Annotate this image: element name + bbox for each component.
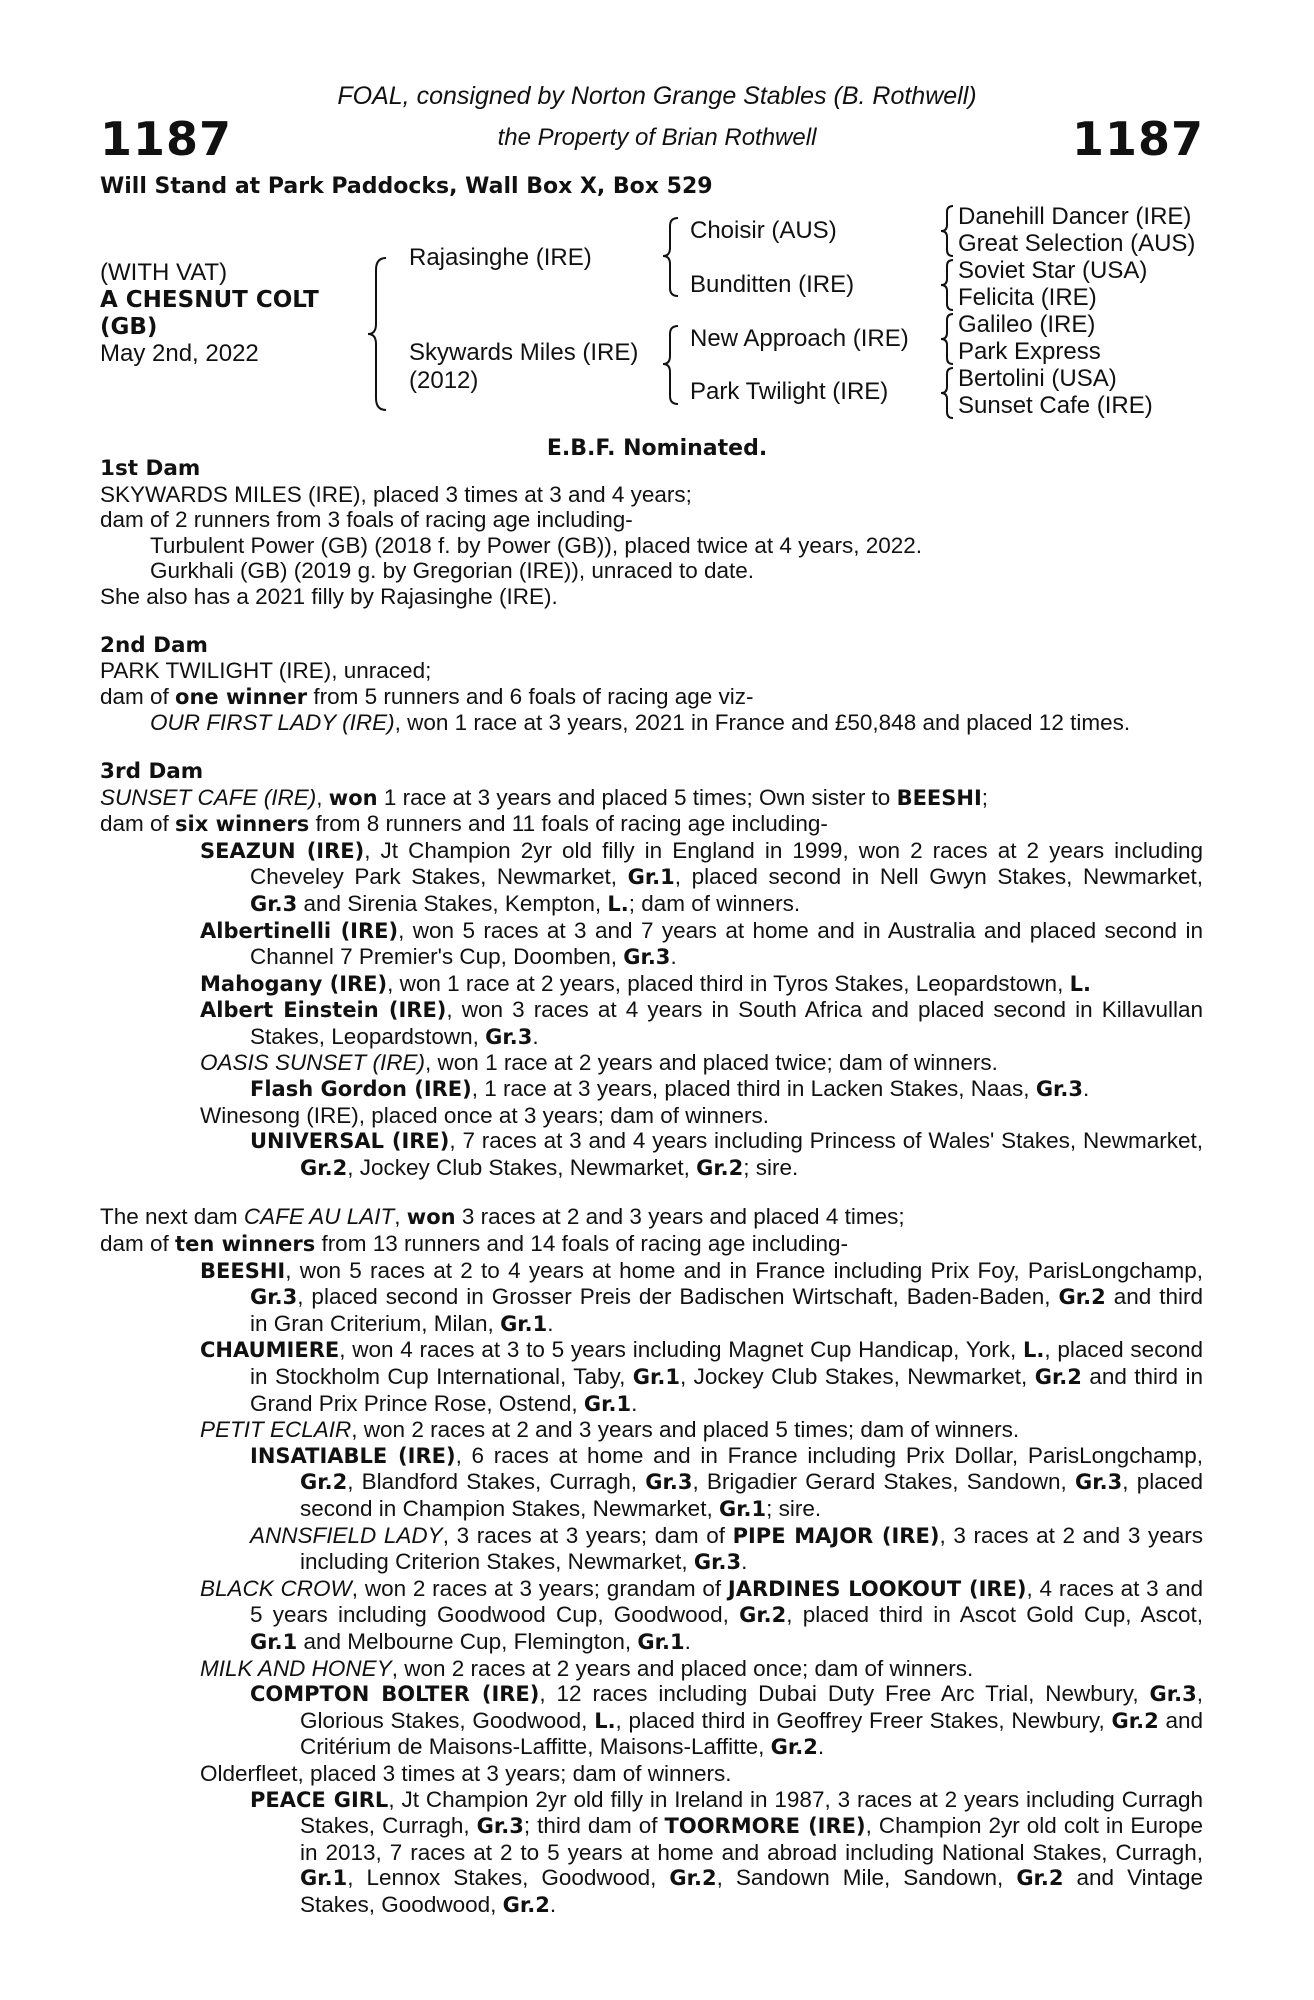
pedigree-bracket-ggp2 [942,258,956,312]
produce-entry: CHAUMIERE, won 4 races at 3 to 5 years including Magnet Cup Handicap, York, L., placed second in Stockholm Cup International, Taby, Gr.1, Jockey Club Stakes, Newmarket, Gr.2 and third in Grand Prix Prince Rose, Ostend, Gr.1. [200,1337,1204,1416]
produce-entry: COMPTON BOLTER (IRE), 12 races including Dubai Duty Free Arc Trial, Newbury, Gr.3, Glorious Stakes, Goodwood, L., placed third in Geoffrey Freer Stakes, Newbury, Gr.2 and Critérium de Maisons-Laffitte, Maisons-Laffitte, Gr.2. [250,1681,1204,1760]
produce-entry: UNIVERSAL (IRE), 7 races at 3 and 4 years including Princess of Wales' Stakes, Newmarket, Gr.2, Jockey Club Stakes, Newmarket, Gr.2; sire. [250,1128,1203,1180]
pedigree-ggp-5: Galileo (IRE) [958,311,1096,338]
produce-record [100,456,1203,1918]
pedigree-sire-sire: Choisir (AUS) [690,217,837,244]
pedigree-dam-dam: Park Twilight (IRE) [690,378,889,405]
pedigree-bracket-main [372,256,392,412]
first-dam-line: dam of 2 runners from 3 foals of racing age including- [100,507,633,533]
second-dam-heading: 2nd Dam [100,632,208,658]
third-dam-line: dam of six winners from 8 runners and 11 foals of racing age including- [100,811,828,837]
produce-entry: Albertinelli (IRE), won 5 races at 3 and 7 years at home and in Australia and placed second in Channel 7 Premier's Cup, Doomben, Gr.3. [200,917,1203,970]
first-dam-produce: Turbulent Power (GB) (2018 f. by Power (GB)), placed twice at 4 years, 2022. [150,532,922,558]
pedigree-sire: Rajasinghe (IRE) [409,244,592,271]
produce-entry: PEACE GIRL, Jt Champion 2yr old filly in Ireland in 1987, 3 races at 2 years including Curragh Stakes, Curragh, Gr.3; third dam of TOORMORE (IRE), Champion 2yr old colt in Europe in 2013, 7 races at 2 to 5 years at home and abroad including National Stakes, Curragh, Gr.1, Lennox Stakes, Goodwood, Gr.2, Sandown Mile, Sandown, Gr.2 and Vintage Stakes, Goodwood, Gr.2. [250,1786,1203,1917]
pedigree-bracket-ggp3 [942,312,956,366]
pedigree-bracket-ggp4 [942,366,956,420]
pedigree-ggp-8: Sunset Cafe (IRE) [958,392,1153,419]
produce-entry: MILK AND HONEY, won 2 races at 2 years and placed once; dam of winners. [200,1655,974,1681]
next-dam-line: dam of ten winners from 13 runners and 14 foals of racing age including- [100,1231,849,1257]
lot-title: A CHESNUT COLT [100,287,319,313]
produce-entry: ANNSFIELD LADY, 3 races at 3 years; dam of PIPE MAJOR (IRE), 3 races at 2 and 3 years including Criterion Stakes, Newmarket, Gr.3. [250,1522,1203,1575]
pedigree-ggp-1: Danehill Dancer (IRE) [958,203,1192,230]
produce-entry: PETIT ECLAIR, won 2 races at 2 and 3 years and placed 5 times; dam of winners. [200,1417,1020,1443]
pedigree-bracket-ggp1 [942,204,956,258]
pedigree-sire-dam: Bunditten (IRE) [690,271,855,298]
consignment-line: FOAL, consigned by Norton Grange Stables (B. Rothwell) [337,82,977,110]
pedigree-ggp-3: Soviet Star (USA) [958,257,1148,284]
property-line: the Property of Brian Rothwell [497,124,817,151]
pedigree-ggp-2: Great Selection (AUS) [958,230,1196,257]
first-dam-heading: 1st Dam [100,456,201,481]
produce-entry: Albert Einstein (IRE), won 3 races at 4 years in South Africa and placed second in Killavullan Stakes, Leopardstown, Gr.3. [200,997,1203,1049]
pedigree-dam-year: (2012) [409,367,479,394]
foaling-date: May 2nd, 2022 [100,340,259,367]
ebf-nomination: E.B.F. Nominated. [546,436,768,461]
second-dam-line: PARK TWILIGHT (IRE), unraced; [100,658,432,684]
next-dam-line: The next dam CAFE AU LAIT, won 3 races at 2 and 3 years and placed 4 times; [100,1204,905,1230]
third-dam-line: SUNSET CAFE (IRE), won 1 race at 3 years and placed 5 times; Own sister to BEESHI; [100,784,989,810]
produce-entry: BEESHI, won 5 races at 2 to 4 years at home and in France including Prix Foy, ParisLongchamp, Gr.3, placed second in Grosser Preis der Badischen Wirtschaft, Baden-Baden, Gr.2 and third in Gran Criterium, Milan, Gr.1. [200,1257,1203,1336]
lot-title-sex: (GB) [100,314,158,340]
pedigree-dam: Skywards Miles (IRE) [409,339,639,366]
stand-location: Will Stand at Park Paddocks, Wall Box X, Box 529 [100,174,713,199]
lot-number-right: 1187 [1071,112,1204,166]
produce-entry: OASIS SUNSET (IRE), won 1 race at 2 years and placed twice; dam of winners. [200,1050,998,1076]
produce-entry: Winesong (IRE), placed once at 3 years; dam of winners. [200,1102,770,1128]
lot-number-left: 1187 [100,112,233,166]
vat-note: (WITH VAT) [100,259,228,286]
pedigree-bracket-dam [666,324,682,406]
produce-entry: SEAZUN (IRE), Jt Champion 2yr old filly in England in 1999, won 2 races at 2 years including Cheveley Park Stakes, Newmarket, Gr.1, placed second in Nell Gwyn Stakes, Newmarket, Gr.3 and Sirenia Stakes, Kempton, L.; dam of winners. [200,837,1204,916]
produce-entry: INSATIABLE (IRE), 6 races at home and in France including Prix Dollar, ParisLongchamp, Gr.2, Blandford Stakes, Curragh, Gr.3, Brigadier Gerard Stakes, Sandown, Gr.3, placed second in Champion Stakes, Newmarket, Gr.1; sire. [250,1442,1203,1521]
first-dam-line: SKYWARDS MILES (IRE), placed 3 times at 3 and 4 years; [100,481,692,507]
pedigree-ggp-6: Park Express [958,338,1101,365]
second-dam-line: dam of one winner from 5 runners and 6 foals of racing age viz- [100,683,754,709]
produce-entry: BLACK CROW, won 2 races at 3 years; grandam of JARDINES LOOKOUT (IRE), 4 races at 3 and 5 years including Goodwood Cup, Goodwood, Gr.2, placed third in Ascot Gold Cup, Ascot, Gr.1 and Melbourne Cup, Flemington, Gr.1. [200,1575,1203,1654]
pedigree-ggp-7: Bertolini (USA) [958,365,1117,392]
produce-entry: Olderfleet, placed 3 times at 3 years; dam of winners. [200,1760,732,1786]
second-dam-produce: OUR FIRST LADY (IRE), won 1 race at 3 years, 2021 in France and £50,848 and placed 12 times. [150,710,1131,736]
third-dam-heading: 3rd Dam [100,758,204,784]
pedigree-bracket-sire [666,216,682,298]
first-dam-produce: Gurkhali (GB) (2019 g. by Gregorian (IRE)), unraced to date. [150,558,755,584]
pedigree-dam-sire: New Approach (IRE) [690,325,909,352]
produce-entry: Flash Gordon (IRE), 1 race at 3 years, placed third in Lacken Stakes, Naas, Gr.3. [250,1076,1090,1102]
produce-entry: Mahogany (IRE), won 1 race at 2 years, placed third in Tyros Stakes, Leopardstown, L. [200,970,1091,996]
pedigree-ggp-4: Felicita (IRE) [958,284,1097,311]
first-dam-line: She also has a 2021 filly by Rajasinghe (IRE). [100,583,558,609]
